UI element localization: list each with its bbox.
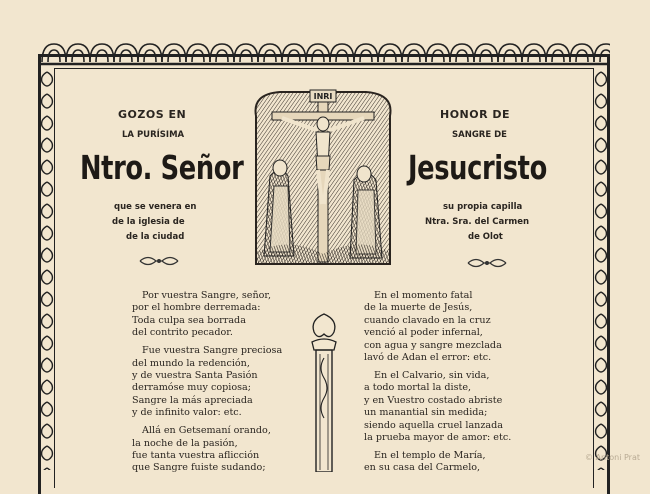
scroll-motif: [596, 270, 607, 284]
scroll-motif: [596, 160, 607, 174]
verse-line: cuando clavado en la cruz: [364, 314, 491, 326]
scroll-motif: [42, 182, 53, 196]
stanza: [364, 450, 511, 475]
scroll-motif: [596, 72, 607, 86]
scroll-border-left: [38, 70, 56, 470]
verse-line: Sangre la más apreciada: [132, 394, 253, 406]
scroll-motif: [42, 72, 53, 86]
scroll-motif: [596, 182, 607, 196]
scroll-motif: [42, 226, 53, 240]
verse-line: que Sangre fuiste sudando;: [132, 462, 266, 474]
verse-line: Toda culpa sea borrada: [132, 314, 246, 326]
scroll-motif: [42, 424, 53, 438]
scroll-motif: [42, 446, 53, 460]
scroll-motif: [42, 358, 53, 372]
verse-line: venció al poder infernal,: [364, 327, 483, 339]
scroll-motif: [42, 160, 53, 174]
subtitle-right-2: Ntra. Sra. del Carmen: [425, 217, 530, 227]
heading-right-second: SANGRE DE: [452, 130, 507, 140]
scroll-motif: [42, 314, 53, 328]
stanza: [364, 370, 511, 444]
decorative-column: [304, 312, 344, 472]
verse-line: siendo aquella cruel lanzada: [364, 419, 503, 431]
crucifixion-engraving: [250, 86, 396, 274]
scroll-motif: [42, 94, 53, 108]
heading-left-second: LA PURÍSIMA: [122, 130, 185, 140]
verse-line: de la muerte de Jesús,: [364, 302, 473, 314]
verse-line: por el hombre derremada:: [132, 302, 261, 314]
verse-line: del contrito pecador.: [132, 327, 233, 339]
scroll-motif: [596, 292, 607, 306]
verse-column-right: [364, 290, 511, 480]
verse-line: En el momento fatal: [374, 290, 473, 301]
verse-line: y de infinito valor: etc.: [132, 407, 242, 419]
scroll-motif: [42, 204, 53, 218]
verse-line: y en Vuestro costado abriste: [364, 394, 503, 406]
scroll-motif: [42, 402, 53, 416]
scroll-border-right: [592, 70, 610, 470]
heading-left-top: GOZOS EN: [118, 108, 187, 121]
subtitle-right-1: su propia capilla: [443, 202, 523, 212]
scroll-motif: [596, 226, 607, 240]
stanza: [132, 290, 282, 340]
svg-text:INRI: INRI: [313, 92, 333, 101]
scroll-motif: [42, 380, 53, 394]
scroll-motif: [596, 358, 607, 372]
verse-line: fue tanta vuestra aflicción: [132, 450, 260, 462]
verse-line: la prueba mayor de amor: etc.: [364, 432, 512, 444]
copyright-watermark: © Antoni Prat: [585, 453, 640, 462]
verse-line: y de vuestra Santa Pasión: [132, 370, 258, 382]
title-left-big: Ntro. Señor: [80, 148, 244, 187]
scroll-motif: [42, 292, 53, 306]
verse-line: un manantial sin medida;: [364, 407, 488, 419]
scroll-motif: [42, 270, 53, 284]
verse-line: a todo mortal la diste,: [364, 382, 472, 394]
scroll-motif: [42, 138, 53, 152]
verse-line: Allá en Getsemaní orando,: [142, 425, 271, 437]
subtitle-left-2: de la iglesia de: [112, 217, 185, 227]
scroll-motif: [42, 116, 53, 130]
scroll-motif: [596, 248, 607, 262]
scroll-motif: [596, 336, 607, 350]
stanza: [364, 290, 511, 364]
verse-line: la noche de la pasión,: [132, 437, 238, 449]
heading-right-top: HONOR DE: [440, 108, 511, 121]
scroll-motif: [42, 248, 53, 262]
scroll-motif: [596, 402, 607, 416]
scroll-motif: [596, 380, 607, 394]
scroll-motif: [596, 314, 607, 328]
flourish-ornament-right: [466, 256, 508, 270]
title-right-big: Jesucristo: [408, 148, 547, 187]
flourish-ornament-left: [138, 254, 180, 268]
verse-line: con agua y sangre mezclada: [364, 339, 502, 351]
subtitle-left-1: que se venera en: [114, 202, 197, 212]
subtitle-right-3: de Olot: [468, 232, 503, 242]
scroll-motif: [596, 204, 607, 218]
stanza: [132, 425, 282, 475]
verse-column-left: [132, 290, 282, 480]
verse-line: lavó de Adan el error: etc.: [364, 352, 492, 364]
scroll-motif: [596, 424, 607, 438]
scroll-motif: [596, 116, 607, 130]
scroll-motif: [596, 138, 607, 152]
stanza: [132, 345, 282, 419]
subtitle-left-3: de la ciudad: [126, 232, 185, 242]
verse-line: derramóse muy copiosa;: [132, 382, 251, 394]
scroll-motif: [42, 336, 53, 350]
scroll-motif: [596, 94, 607, 108]
verse-line: en su casa del Carmelo,: [364, 462, 481, 474]
verse-line: En el templo de María,: [374, 450, 486, 462]
verse-line: del mundo la redención,: [132, 357, 250, 369]
verse-line: En el Calvario, sin vida,: [374, 370, 490, 382]
verse-line: Por vuestra Sangre, señor,: [142, 290, 271, 301]
verse-line: Fue vuestra Sangre preciosa: [142, 345, 283, 357]
